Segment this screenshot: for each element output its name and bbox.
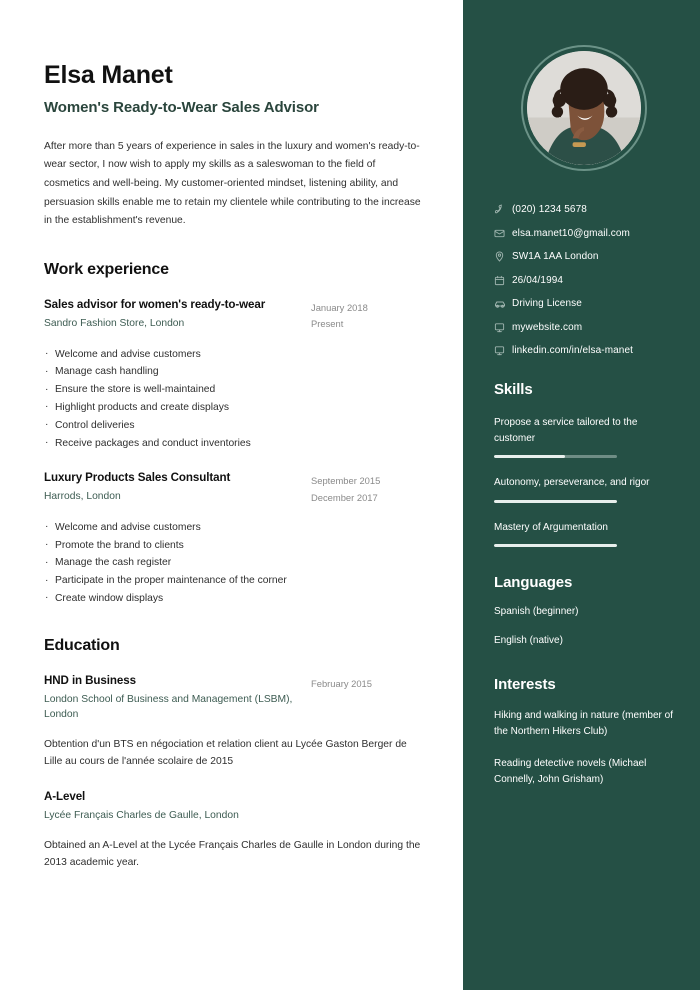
skill-level-bar <box>494 544 617 547</box>
list-item: · Create window displays <box>44 590 423 608</box>
work-entry-header <box>44 471 423 505</box>
sidebar <box>463 0 700 990</box>
contact-address-value: SW1A 1AA London <box>512 251 599 262</box>
monitor-icon <box>494 321 512 334</box>
skill-level-fill <box>494 500 617 503</box>
list-item: · Highlight products and create displays <box>44 399 423 417</box>
languages-list <box>494 604 674 649</box>
contact-driving-license[interactable] <box>494 297 674 310</box>
job-title: Luxury Products Sales Consultant <box>44 471 231 485</box>
skills-section <box>494 381 674 547</box>
skill-item <box>494 415 674 458</box>
contact-birthdate-value: 26/04/1994 <box>512 274 564 286</box>
languages-section <box>494 574 674 649</box>
education-date <box>311 674 423 692</box>
job-organization: Sandro Fashion Store, London <box>44 318 185 330</box>
interests-list <box>494 708 674 788</box>
contact-website[interactable] <box>494 321 674 334</box>
education-entry <box>44 674 423 771</box>
contact-phone-value: (020) 1234 5678 <box>512 204 587 215</box>
school-name: Lycée Français Charles de Gaulle, London <box>44 810 239 822</box>
avatar <box>521 45 647 171</box>
list-item: · Manage cash handling <box>44 363 423 381</box>
education-entry-info <box>44 674 311 723</box>
monitor-icon <box>494 344 512 357</box>
interests-section <box>494 676 674 788</box>
list-item: · Welcome and advise customers <box>44 346 423 364</box>
work-entry-header <box>44 298 423 332</box>
education-date-value: February 2015 <box>311 677 372 689</box>
car-icon <box>494 297 512 310</box>
job-dates <box>311 298 423 332</box>
work-experience-heading: Work experience <box>44 261 169 279</box>
job-organization: Harrods, London <box>44 491 121 503</box>
phone-icon <box>494 203 512 216</box>
skill-label: Autonomy, perseverance, and rigor <box>494 477 650 489</box>
contact-email[interactable] <box>494 227 674 240</box>
portrait-illustration <box>527 51 641 165</box>
contact-list <box>494 203 674 357</box>
education-description: Obtention d'un BTS en négociation et relation client au Lycée Gaston Berger de Lille au cours de l'année scolaire de 2015 <box>44 738 407 768</box>
contact-birthdate[interactable] <box>494 274 674 287</box>
school-name: London School of Business and Management (LSBM), London <box>44 693 293 721</box>
list-item: Spanish (beginner) <box>494 605 579 617</box>
job-responsibilities <box>44 519 423 608</box>
job-date-end: Present <box>311 318 344 330</box>
list-item: · Promote the brand to clients <box>44 537 423 555</box>
skill-label: Mastery of Argumentation <box>494 521 608 533</box>
education-description: Obtained an A-Level at the Lycée Français Charles de Gaulle in London during the 2013 academic year. <box>44 839 421 869</box>
job-date-end: December 2017 <box>311 491 378 503</box>
contact-linkedin-value: linkedin.com/in/elsa-manet <box>512 345 633 356</box>
education-entry <box>44 790 423 872</box>
avatar-wrapper <box>494 45 674 171</box>
list-item: · Ensure the store is well-maintained <box>44 381 423 399</box>
education-entry-header <box>44 674 423 723</box>
contact-email-value: elsa.manet10@gmail.com <box>512 227 630 239</box>
job-responsibilities <box>44 346 423 453</box>
skill-level-bar <box>494 455 617 458</box>
job-date-start: September 2015 <box>311 475 381 487</box>
education-entry-info <box>44 790 311 823</box>
work-entry <box>44 298 423 452</box>
location-pin-icon <box>494 250 512 263</box>
skills-heading: Skills <box>494 381 533 398</box>
skill-item <box>494 475 674 502</box>
list-item: · Welcome and advise customers <box>44 519 423 537</box>
job-dates <box>311 471 423 505</box>
job-title: Sales advisor for women's ready-to-wear <box>44 298 266 312</box>
list-item: Reading detective novels (Michael Connelly, John Grisham) <box>494 757 647 785</box>
languages-heading: Languages <box>494 573 573 591</box>
work-entry-info <box>44 471 311 504</box>
profile-summary: After more than 5 years of experience in sales in the luxury and women's ready-to-wear sector, I now wish to apply my skills as a saleswoman to the field of cosmetics and well-being. My customer-oriented mindset, listening ability, and persuasion skills enable me to retain my clientele while contributing to the increase in the establishment's revenue. <box>44 140 421 227</box>
contact-driving-license-value: Driving License <box>512 298 582 309</box>
work-entry-info <box>44 298 311 331</box>
list-item: · Receive packages and conduct inventories <box>44 435 423 453</box>
calendar-icon <box>494 274 512 287</box>
avatar-image <box>527 51 641 165</box>
contact-website-value: mywebsite.com <box>512 321 583 333</box>
education-entry-header <box>44 790 423 823</box>
interests-heading: Interests <box>494 676 556 694</box>
degree-title: HND in Business <box>44 673 136 687</box>
work-experience-section <box>44 261 423 608</box>
candidate-headline: Women's Ready-to-Wear Sales Advisor <box>44 98 319 116</box>
list-item: · Manage the cash register <box>44 554 423 572</box>
education-heading: Education <box>44 636 120 654</box>
list-item: Hiking and walking in nature (member of the Northern Hikers Club) <box>494 710 673 738</box>
job-date-start: January 2018 <box>311 302 368 314</box>
education-date <box>311 790 423 792</box>
contact-address[interactable] <box>494 250 674 263</box>
work-entry <box>44 471 423 607</box>
skill-level-fill <box>494 544 617 547</box>
list-item: · Participate in the proper maintenance of the corner <box>44 572 423 590</box>
list-item: English (native) <box>494 634 563 646</box>
list-item: · Control deliveries <box>44 417 423 435</box>
skill-item <box>494 520 674 547</box>
skill-level-bar <box>494 500 617 503</box>
skill-label: Propose a service tailored to the customer <box>494 417 638 445</box>
contact-phone[interactable] <box>494 203 674 216</box>
degree-title: A-Level <box>44 790 86 804</box>
envelope-icon <box>494 227 512 240</box>
education-section <box>44 637 423 872</box>
contact-linkedin[interactable] <box>494 344 674 357</box>
skill-level-fill <box>494 455 565 458</box>
candidate-name: Elsa Manet <box>44 61 173 89</box>
